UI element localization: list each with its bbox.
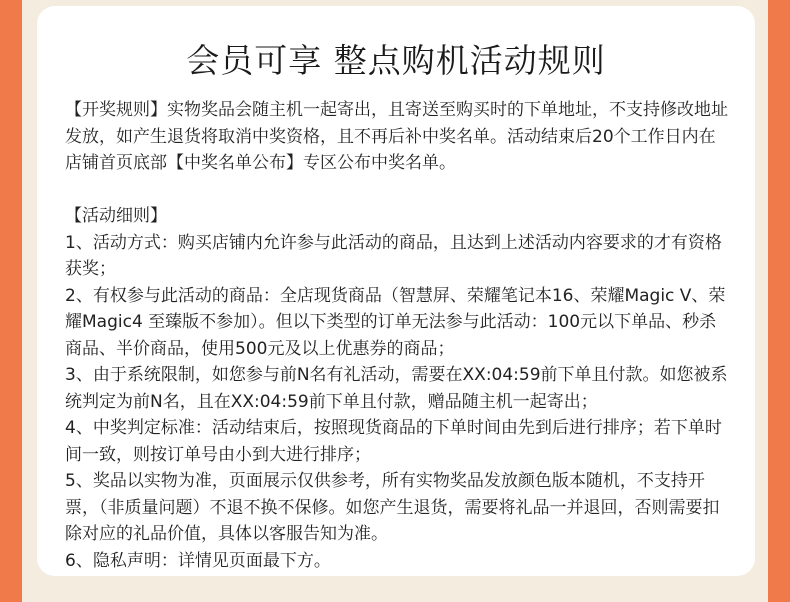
rules-card: [37, 6, 755, 576]
activity-rules-heading: 【活动细则】: [65, 206, 167, 226]
left-accent-bar: [0, 0, 22, 602]
rules-body: [65, 97, 729, 574]
activity-rule-item-4: 4、中奖判定标准：活动结束后，按照现货商品的下单时间由先到后进行排序；若下单时间一致，则按订单号由小到大进行排序；: [65, 418, 722, 465]
activity-rule-item-6: 6、隐私声明：详情见页面最下方。: [65, 550, 331, 571]
prize-rules-paragraph: [65, 97, 729, 177]
prize-rules-text: 实物奖品会随主机一起寄出，且寄送至购买时的下单地址，不支持修改地址发放，如产生退货将取消中奖资格，且不再后补中奖名单。活动结束后20个工作日内在店铺首页底部【中奖名单公布】专区公布中奖名单。: [65, 100, 728, 173]
page-title: 会员可享 整点购机活动规则: [186, 41, 606, 80]
right-accent-bar: [768, 0, 790, 602]
paragraph-spacer: [65, 177, 729, 204]
activity-rule-item-3: 3、由于系统限制，如您参与前N名有礼活动，需要在XX:04:59前下单且付款。如您被系统判定为前N名，且在XX:04:59前下单且付款，赠品随主机一起寄出；: [65, 365, 728, 412]
prize-rules-heading: 【开奖规则】: [65, 100, 167, 120]
activity-rule-item-5: 5、奖品以实物为准，页面展示仅供参考，所有实物奖品发放颜色版本随机，不支持开票，（非质量问题）不退不换不保修。如您产生退货，需要将礼品一并退回，否则需要扣除对应的礼品价值，具体以客服告知为准。: [65, 471, 720, 544]
activity-rule-item-2: 2、有权参与此活动的商品：全店现货商品（智慧屏、荣耀笔记本16、荣耀Magic V、荣耀Magic4 至臻版不参加）。但以下类型的订单无法参与此活动：100元以下单品、秒杀商品、半价商品，使用500元及以上优惠券的商品；: [65, 285, 726, 359]
activity-rule-item-1: 1、活动方式：购买店铺内允许参与此活动的商品，且达到上述活动内容要求的才有资格获奖；: [65, 232, 722, 279]
